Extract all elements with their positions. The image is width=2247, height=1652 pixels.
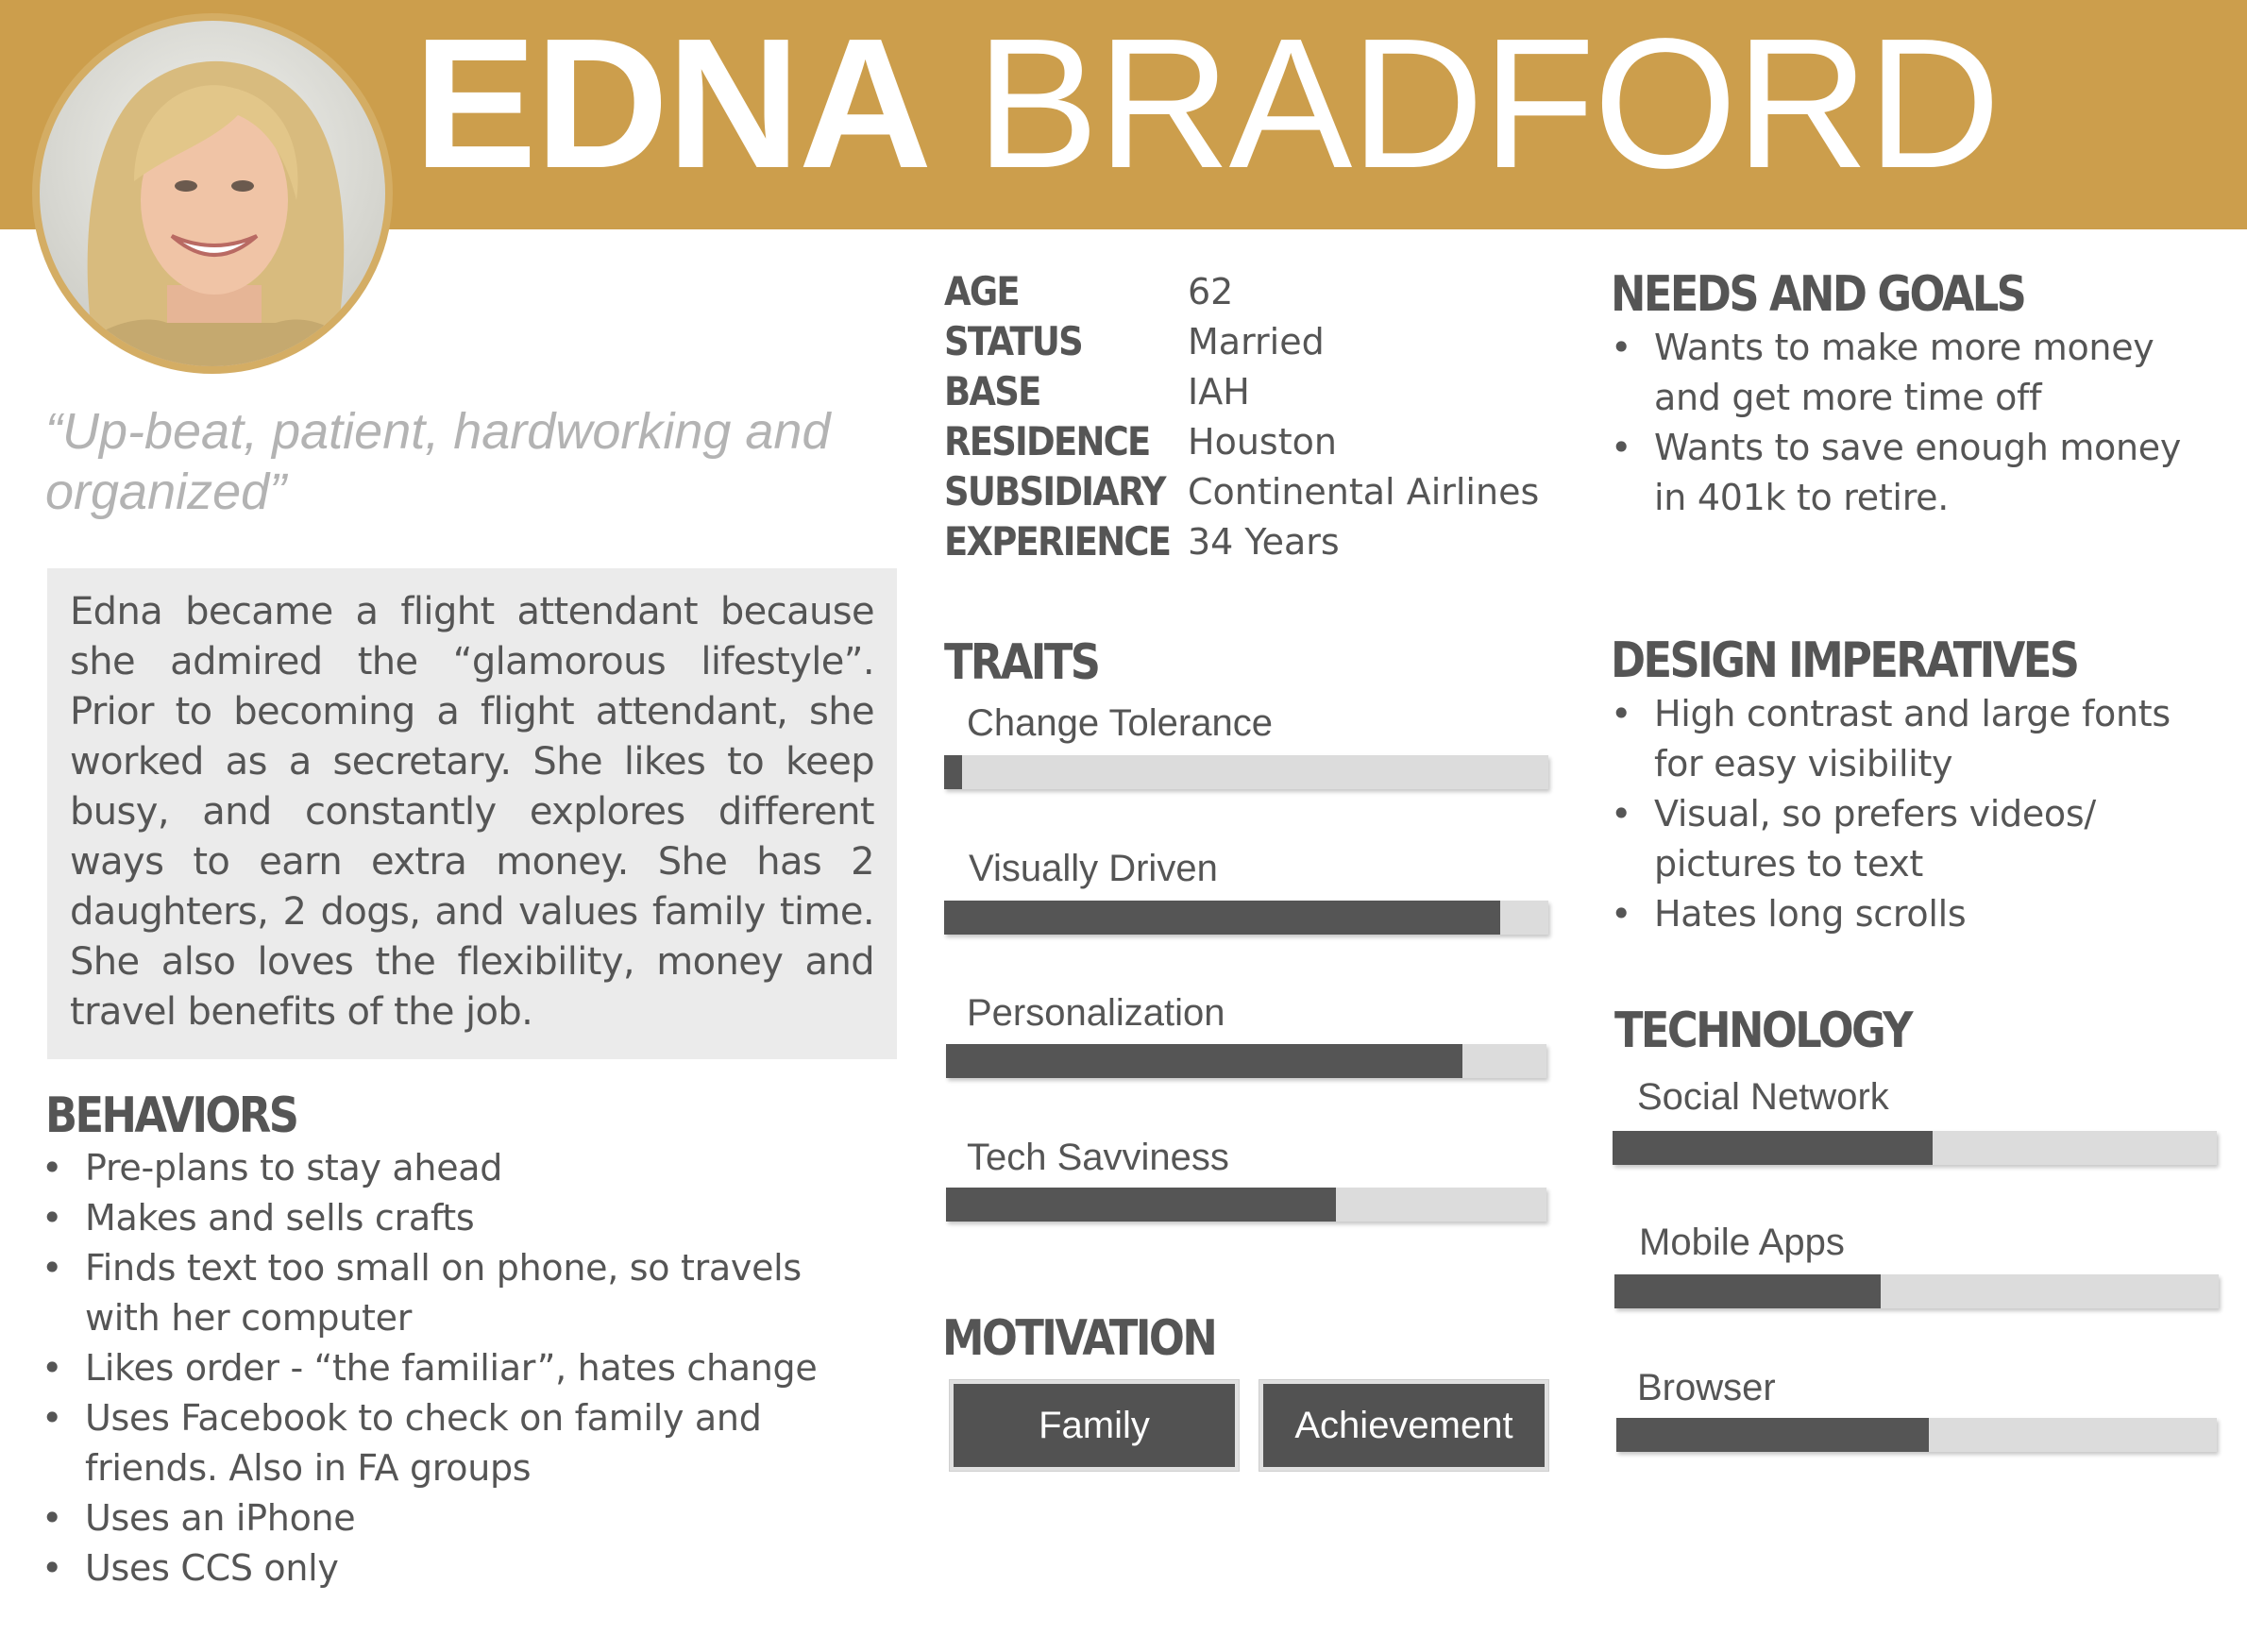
motivation-chip-achievement: Achievement <box>1259 1380 1548 1471</box>
trait-bar-fill <box>946 1044 1462 1078</box>
list-item: • Wants to save enough money in 401k to retire. <box>1611 423 2215 523</box>
traits-heading: TRAITS <box>944 634 1099 691</box>
list-item: • Makes and sells crafts <box>42 1193 872 1243</box>
bio-text: Edna became a flight attendant because she admired the “glamorous lifestyle”. Prior to becoming a flight attendant, she worked as a secretary. She likes to keep busy, and constantly explores different ways to earn extra money. She has 2 daughters, 2 dogs, and values family time. She also loves the flexibility, money and travel benefits of the job. <box>70 590 874 1034</box>
technology-bar <box>1616 1418 2217 1452</box>
list-item: • Uses CCS only <box>42 1543 872 1593</box>
behaviors-list <box>42 1143 872 1593</box>
avatar-portrait <box>40 21 385 366</box>
fact-row <box>944 266 1539 316</box>
trait-label: Visually Driven <box>969 848 1218 889</box>
technology-bar <box>1614 1274 2219 1308</box>
fact-row <box>944 316 1539 366</box>
fact-value: 62 <box>1188 270 1234 312</box>
fact-label: SUBSIDIARY <box>944 468 1165 514</box>
list-item: • Wants to make more money and get more time off <box>1611 323 2215 423</box>
fact-label: BASE <box>944 368 1040 414</box>
needs-goals-list <box>1611 323 2215 523</box>
persona-avatar <box>32 13 393 374</box>
persona-quote: “Up-beat, patient, hardworking and organized” <box>45 403 831 520</box>
last-name: BRADFORD <box>975 0 2000 207</box>
fact-row <box>944 416 1539 466</box>
fact-value: 34 Years <box>1188 520 1340 563</box>
persona-name <box>414 0 2000 207</box>
trait-bar-fill <box>944 755 962 789</box>
technology-bar-fill <box>1616 1418 1929 1452</box>
motivation-heading: MOTIVATION <box>942 1310 1216 1367</box>
fact-value: IAH <box>1188 370 1250 413</box>
list-item: • Pre-plans to stay ahead <box>42 1143 872 1193</box>
list-item: • Visual, so prefers videos/ pictures to text <box>1611 789 2215 889</box>
trait-bar <box>946 1044 1546 1078</box>
fact-value: Married <box>1188 320 1325 362</box>
trait-bar-fill <box>946 1188 1336 1222</box>
trait-bar-fill <box>944 901 1500 935</box>
fact-value: Continental Airlines <box>1188 470 1540 513</box>
technology-label: Browser <box>1637 1367 1776 1408</box>
technology-bar-fill <box>1613 1131 1933 1165</box>
design-imperatives-list <box>1611 689 2215 939</box>
fact-row <box>944 516 1539 566</box>
list-item: • Finds text too small on phone, so travels with her computer <box>42 1243 872 1343</box>
fact-row <box>944 366 1539 416</box>
needs-goals-heading: NEEDS AND GOALS <box>1611 266 2025 323</box>
technology-label: Mobile Apps <box>1639 1222 1845 1263</box>
list-item: • Uses Facebook to check on family and friends. Also in FA groups <box>42 1393 872 1493</box>
bio-box <box>47 568 897 1059</box>
facts-table <box>944 266 1539 566</box>
fact-value: Houston <box>1188 420 1337 463</box>
trait-bar <box>944 901 1548 935</box>
technology-bar-fill <box>1614 1274 1881 1308</box>
trait-label: Tech Savviness <box>967 1137 1229 1178</box>
fact-label: EXPERIENCE <box>944 518 1171 565</box>
list-item: • Uses an iPhone <box>42 1493 872 1543</box>
first-name: EDNA <box>414 0 931 207</box>
technology-bar <box>1613 1131 2217 1165</box>
trait-label: Personalization <box>967 992 1225 1034</box>
motivation-chip-family: Family <box>950 1380 1239 1471</box>
trait-bar <box>946 1188 1546 1222</box>
technology-heading: TECHNOLOGY <box>1614 1003 1911 1059</box>
list-item: • Hates long scrolls <box>1611 889 2215 939</box>
list-item: • High contrast and large fonts for easy visibility <box>1611 689 2215 789</box>
fact-label: AGE <box>944 268 1019 314</box>
behaviors-heading: BEHAVIORS <box>45 1087 297 1144</box>
fact-label: RESIDENCE <box>944 418 1150 464</box>
fact-row <box>944 466 1539 516</box>
trait-label: Change Tolerance <box>967 702 1273 744</box>
technology-label: Social Network <box>1637 1076 1889 1118</box>
design-imperatives-heading: DESIGN IMPERATIVES <box>1611 632 2078 689</box>
list-item: • Likes order - “the familiar”, hates change <box>42 1343 872 1393</box>
fact-label: STATUS <box>944 318 1082 364</box>
trait-bar <box>944 755 1548 789</box>
